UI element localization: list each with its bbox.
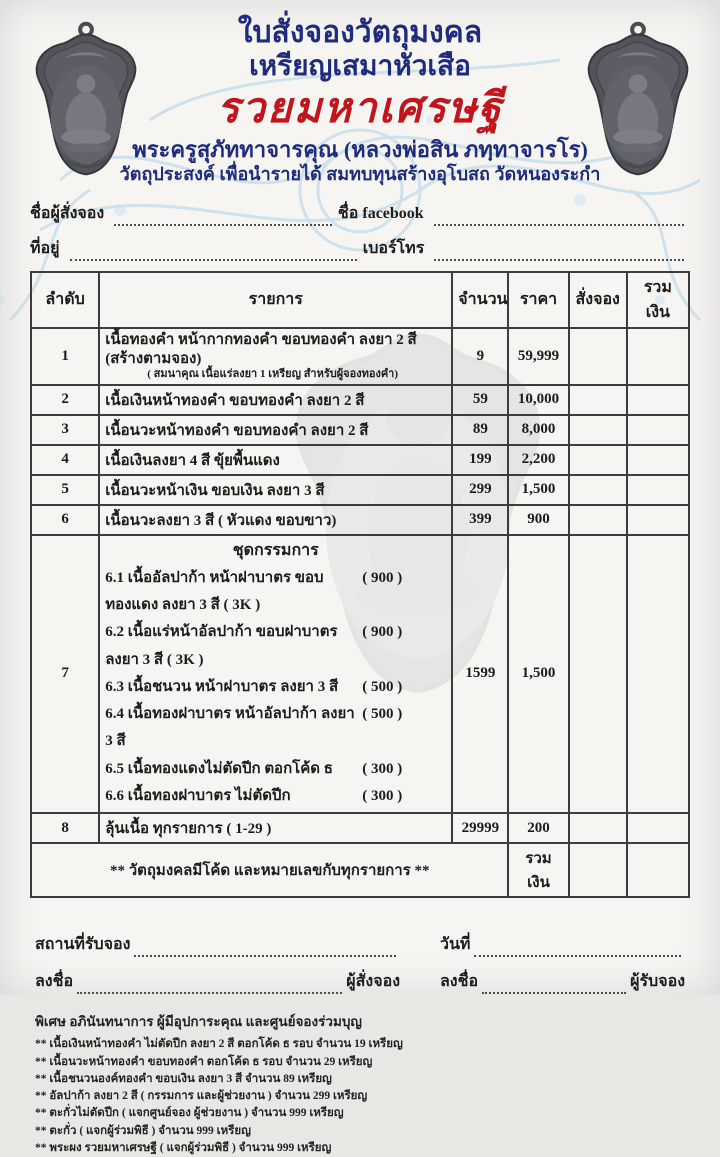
table-row: 4 เนื้อเงินลงยา 4 สี ขุ้ยพื้นแดง 199 2,200	[31, 445, 689, 475]
item-qty: ( 900 )	[362, 569, 403, 586]
signature-section	[35, 932, 685, 994]
footnote: ** เนื้อนวะหน้าทองคำ ขอบทองคำ ตอกโค้ด ธ รอบ จำนวน 29 เหรียญ	[35, 1055, 373, 1068]
item-qty: ( 500 )	[362, 706, 403, 723]
committee-item	[105, 783, 446, 810]
item-text: เนื้อเงินหน้าทองคำ ขอบทองคำ ลงยา 2 สี	[99, 385, 452, 415]
qty-cell: 399	[452, 505, 508, 535]
table-row: 8 ลุ้นเนื้อ ทุกรายการ ( 1-29 ) 29999 200	[31, 813, 689, 843]
footnote: ** เนื้อเงินหน้าทองคำ ไม่ตัดปีก ลงยา 2 สี ตอกโค้ด ธ รอบ จำนวน 19 เหรียญ	[35, 1038, 403, 1051]
date-field	[474, 941, 681, 957]
total-cell	[627, 505, 689, 535]
total-cell	[627, 415, 689, 445]
footnote: ** ตะกั่วไม่ตัดปีก ( แจกศูนย์จอง ผู้ช่วยงาน ) จำนวน 999 เหรียญ	[35, 1107, 344, 1120]
item-text: 6.3 เนื้อชนวน หน้าฝาบาตร ลงยา 3 สี	[105, 678, 339, 695]
code-note: ** วัตถุมงคลมีโค้ด และหมายเลขกับทุกรายการ **	[31, 843, 508, 897]
footnote: ** พระผง รวยมหาเศรษฐี ( แจกผู้ร่วมพิธี ) จำนวน 999 เหรียญ	[35, 1141, 332, 1154]
purpose-line: วัตถุประสงค์ เพื่อนำรายได้ สมทบทุนสร้างอุโบสถ วัดหนองระกำ	[119, 164, 601, 185]
committee-item	[105, 674, 446, 701]
qty-cell: 9	[452, 328, 508, 385]
table-footer-row	[31, 843, 689, 897]
order-cell	[569, 535, 627, 814]
order-cell	[569, 385, 627, 415]
signature-row	[35, 969, 685, 994]
qty-cell: 199	[452, 445, 508, 475]
grand-total-cell	[627, 843, 689, 897]
footnotes-title: พิเศษ อภินันทนาการ ผู้มีอุปการะคุณ และศูนย์จองร่วมบุญ	[35, 1014, 362, 1030]
phone-label: เบอร์โทร	[362, 239, 425, 257]
footnote: ** ตะกั่ว ( แจกผู้ร่วมพิธี ) จำนวน 999 เหรียญ	[35, 1124, 251, 1137]
col-header-price: ราคา	[508, 272, 568, 328]
total-cell	[627, 813, 689, 843]
order-cell	[569, 505, 627, 535]
price-cell: 1,500	[508, 475, 568, 505]
order-cell	[569, 843, 627, 897]
price-cell: 900	[508, 505, 568, 535]
sign-label-orderer: ลงชื่อ	[35, 973, 74, 991]
series-name: รวยมหาเศรษฐี	[216, 85, 504, 132]
monk-name: พระครูสุภัททาจารคุณ (หลวงพ่อสิน ภทฺทาจารโร)	[132, 136, 588, 162]
footnotes-section	[35, 1010, 720, 1157]
item-text: เนื้อนวะลงยา 3 สี ( หัวแดง ขอบขาว)	[99, 505, 452, 535]
qty-cell: 1599	[452, 535, 508, 814]
orderer-name-label: ชื่อผู้สั่งจอง	[30, 204, 105, 222]
order-cell	[569, 328, 627, 385]
qty-cell: 29999	[452, 813, 508, 843]
facebook-label: ชื่อ facebook	[337, 204, 424, 222]
committee-item	[105, 619, 446, 674]
price-cell: 59,999	[508, 328, 568, 385]
qty-cell: 299	[452, 475, 508, 505]
committee-item	[105, 565, 446, 620]
order-table	[30, 271, 690, 898]
order-cell	[569, 415, 627, 445]
form-title: ใบสั่งจองวัตถุมงคล	[237, 16, 483, 49]
orderer-signature-field	[77, 978, 342, 994]
item-text: เนื้อทองคำ หน้ากากทองคำ ขอบทองคำ ลงยา 2 สี (สร้างตามจอง)	[105, 331, 417, 367]
committee-item	[105, 756, 446, 783]
receiver-signature-field	[482, 978, 626, 994]
item-text: 6.1 เนื้ออัลปาก้า หน้าฝาบาตร ขอบทองแดง ลงยา 3 สี ( 3K )	[105, 569, 324, 613]
footnote: ** อัลปาก้า ลงยา 2 สี ( กรรมการ และผู้ช่วยงาน ) จำนวน 299 เหรียญ	[35, 1090, 368, 1103]
coin-name: เหรียญเสมาหัวเสือ	[249, 50, 471, 82]
item-text: ลุ้นเนื้อ ทุกรายการ ( 1-29 )	[99, 813, 452, 843]
date-label: วันที่	[440, 936, 471, 954]
item-text: เนื้อนวะหน้าเงิน ขอบเงิน ลงยา 3 สี	[99, 475, 452, 505]
committee-row	[31, 535, 689, 814]
orderer-suffix: ผู้สั่งจอง	[346, 973, 400, 991]
table-row: 3 เนื้อนวะหน้าทองคำ ขอบทองคำ ลงยา 2 สี 89 8,000	[31, 415, 689, 445]
col-header-qty: จำนวน	[452, 272, 508, 328]
receiver-suffix: ผู้รับจอง	[630, 973, 685, 991]
table-header-row	[31, 272, 689, 328]
table-row: 1 เนื้อทองคำ หน้ากากทองคำ ขอบทองคำ ลงยา 2 สี (สร้างตามจอง) ( สมนาคุณ เนื้อแร่ลงยา 1 เหรียญ สำหรับผู้จองทองคำ) 9 59,999	[31, 328, 689, 385]
table-row: 2 เนื้อเงินหน้าทองคำ ขอบทองคำ ลงยา 2 สี 59 10,000	[31, 385, 689, 415]
qty-cell: 89	[452, 415, 508, 445]
price-cell: 10,000	[508, 385, 568, 415]
sign-label-receiver: ลงชื่อ	[440, 973, 479, 991]
pickup-place-field	[134, 941, 396, 957]
item-text: 6.4 เนื้อทองฝาบาตร หน้าอัลปาก้า ลงยา 3 สี	[105, 706, 355, 750]
address-row	[30, 236, 690, 261]
price-cell: 2,200	[508, 445, 568, 475]
pickup-place-label: สถานที่รับจอง	[35, 936, 131, 954]
order-cell	[569, 813, 627, 843]
item-text: 6.6 เนื้อทองฝาบาตร ไม่ตัดปีก	[105, 788, 291, 805]
address-field	[70, 243, 357, 261]
total-cell	[627, 385, 689, 415]
committee-set-title: ชุดกรรมการ	[232, 541, 319, 559]
form-header	[0, 0, 720, 185]
col-header-order: สั่งจอง	[569, 272, 627, 328]
total-cell	[627, 328, 689, 385]
footnote: ** เนื้อชนวนองค์ทองคำ ขอบเงิน ลงยา 3 สี จำนวน 89 เหรียญ	[35, 1072, 332, 1085]
price-cell: 8,000	[508, 415, 568, 445]
total-cell	[627, 475, 689, 505]
item-qty: ( 300 )	[362, 788, 403, 805]
name-row	[30, 201, 690, 226]
price-cell: 1,500	[508, 535, 568, 814]
order-cell	[569, 475, 627, 505]
item-text: เนื้อนวะหน้าทองคำ ขอบทองคำ ลงยา 2 สี	[99, 415, 452, 445]
total-cell	[627, 535, 689, 814]
order-cell	[569, 445, 627, 475]
orderer-name-field	[114, 208, 332, 226]
item-qty: ( 500 )	[362, 678, 403, 695]
grand-total-label: รวมเงิน	[508, 843, 568, 897]
col-header-no: ลำดับ	[31, 272, 99, 328]
price-cell: 200	[508, 813, 568, 843]
committee-item	[105, 701, 446, 756]
table-row: 5 เนื้อนวะหน้าเงิน ขอบเงิน ลงยา 3 สี 299 1,500	[31, 475, 689, 505]
col-header-total: รวมเงิน	[627, 272, 689, 328]
phone-field	[434, 243, 684, 261]
item-text: 6.2 เนื้อแร่หน้าอัลปาก้า ขอบฝาบาตร ลงยา 3 สี ( 3K )	[105, 624, 338, 668]
orderer-info-section	[30, 201, 690, 261]
row-number: 7	[31, 535, 99, 814]
item-qty: ( 300 )	[362, 760, 403, 777]
item-subtext: ( สมนาคุณ เนื้อแร่ลงยา 1 เหรียญ สำหรับผู้จองทองคำ)	[147, 368, 399, 381]
item-qty: ( 900 )	[362, 624, 403, 641]
facebook-field	[434, 208, 684, 226]
item-text: เนื้อเงินลงยา 4 สี ขุ้ยพื้นแดง	[99, 445, 452, 475]
place-date-row	[35, 932, 685, 957]
qty-cell: 59	[452, 385, 508, 415]
table-row: 6 เนื้อนวะลงยา 3 สี ( หัวแดง ขอบขาว) 399 900	[31, 505, 689, 535]
item-text: 6.5 เนื้อทองแดงไม่ตัดปีก ตอกโค้ด ธ	[105, 760, 333, 777]
address-label: ที่อยู่	[30, 239, 60, 257]
col-header-item: รายการ	[99, 272, 452, 328]
total-cell	[627, 445, 689, 475]
